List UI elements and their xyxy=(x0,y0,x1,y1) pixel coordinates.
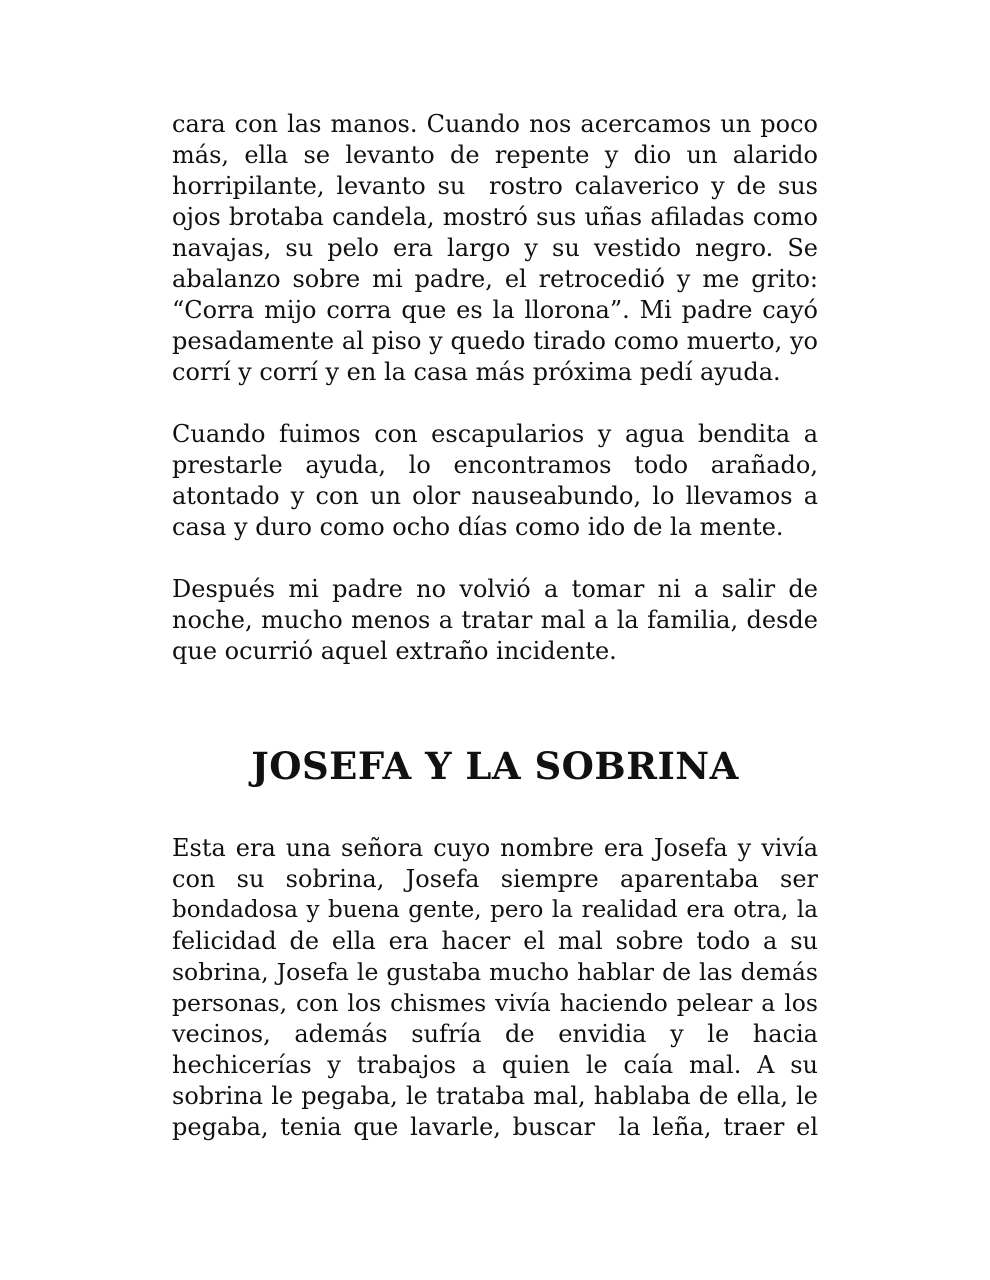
paragraph-1-line: abalanzo sobre mi padre, el retrocedió y me grito: xyxy=(172,265,818,293)
paragraph-2-line: atontado y con un olor nauseabundo, lo llevamos a xyxy=(172,482,818,510)
paragraph-1-line: corrí y corrí y en la casa más próxima pedí ayuda. xyxy=(172,358,781,386)
section-heading: JOSEFA Y LA SOBRINA xyxy=(251,744,739,788)
paragraph-4-line: bondadosa y buena gente, pero la realidad era otra, la xyxy=(172,897,818,923)
paragraph-1-line: cara con las manos. Cuando nos acercamos un poco xyxy=(172,110,818,138)
paragraph-1-line: ojos brotaba candela, mostró sus uñas afiladas como xyxy=(172,203,818,231)
paragraph-3-line: que ocurrió aquel extraño incidente. xyxy=(172,637,617,665)
paragraph-4-line: sobrina le pegaba, le trataba mal, hablaba de ella, le xyxy=(172,1082,818,1110)
paragraph-1-line: horripilante, levanto su rostro calaverico y de sus xyxy=(172,172,818,200)
paragraph-1-line: pesadamente al piso y quedo tirado como muerto, yo xyxy=(172,327,818,355)
paragraph-4-line: pegaba, tenia que lavarle, buscar la leña, traer el xyxy=(172,1113,818,1141)
paragraph-1-line: navajas, su pelo era largo y su vestido negro. Se xyxy=(172,234,818,262)
paragraph-4-line: felicidad de ella era hacer el mal sobre todo a su xyxy=(172,927,818,955)
paragraph-4-line: Esta era una señora cuyo nombre era Josefa y vivía xyxy=(172,834,818,862)
paragraph-1-line: “Corra mijo corra que es la llorona”. Mi padre cayó xyxy=(172,296,818,324)
paragraph-2-line: prestarle ayuda, lo encontramos todo arañado, xyxy=(172,451,818,479)
paragraph-4-line: vecinos, además sufría de envidia y le hacia xyxy=(172,1020,818,1048)
paragraph-1-line: más, ella se levanto de repente y dio un alarido xyxy=(172,141,818,169)
paragraph-3-line: noche, mucho menos a tratar mal a la familia, desde xyxy=(172,606,818,634)
paragraph-4-line: con su sobrina, Josefa siempre aparentaba ser xyxy=(172,865,818,893)
paragraph-4-line: hechicerías y trabajos a quien le caía mal. A su xyxy=(172,1051,818,1079)
paragraph-3-line: Después mi padre no volvió a tomar ni a salir de xyxy=(172,575,818,603)
paragraph-4-line: personas, con los chismes vivía haciendo pelear a los xyxy=(172,989,818,1017)
paragraph-2-line: Cuando fuimos con escapularios y agua bendita a xyxy=(172,420,818,448)
paragraph-2-line: casa y duro como ocho días como ido de la mente. xyxy=(172,513,784,541)
paragraph-4-line: sobrina, Josefa le gustaba mucho hablar de las demás xyxy=(172,958,818,986)
